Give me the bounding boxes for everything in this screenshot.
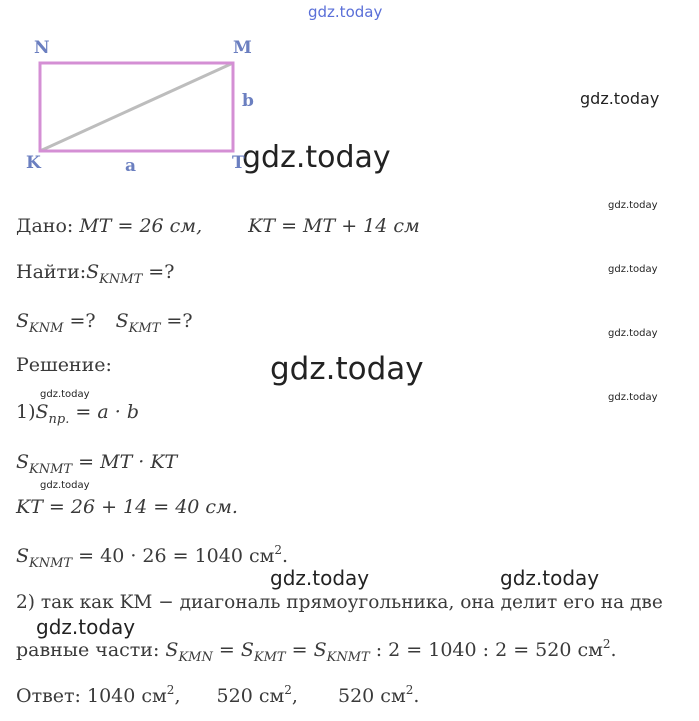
solution-label: Решение: [16, 354, 112, 376]
vertex-n: N [34, 38, 50, 58]
step2b-sub1: KMN [178, 650, 213, 665]
watermark-small-1: gdz.today [608, 200, 658, 211]
step2b-s3: S [313, 639, 327, 661]
answer-v3: 520 см [338, 685, 406, 707]
step1-s: S [35, 401, 49, 423]
step2b-sq: 2 [602, 637, 611, 651]
find2-line [16, 310, 193, 336]
step1-sub: пр. [48, 412, 70, 427]
find2-s1-sub: KNM [29, 321, 64, 336]
step2b-rest: : 2 = 1040 : 2 = 520 см [369, 639, 603, 661]
vertex-k: K [26, 153, 41, 173]
solution-eq3 [16, 543, 288, 571]
solution-eq1 [16, 451, 177, 477]
watermark-tiny-1: gdz.today [40, 389, 90, 400]
watermark-large-1: gdz.today [242, 140, 391, 175]
step2b-end: . [610, 639, 617, 661]
step2b-mid2: = [285, 639, 314, 661]
answer-sq1: 2 [166, 683, 175, 697]
given-cond2: KT = MT + 14 см [248, 215, 420, 237]
watermark-small-3: gdz.today [608, 328, 658, 339]
given-label: Дано: [16, 215, 74, 237]
watermark-right-1: gdz.today [580, 89, 660, 108]
answer-sep2: , [291, 685, 298, 707]
find2-s2: S [115, 310, 129, 332]
answer-end: . [413, 685, 420, 707]
find2-s1: S [16, 310, 30, 332]
step2b-sub2: KMT [253, 650, 286, 665]
find-sub: KNMT [99, 272, 143, 287]
solution-step2b [16, 637, 617, 665]
vertex-t: T [232, 153, 245, 173]
eq1-sub: KNMT [29, 462, 73, 477]
answer-sep1: , [174, 685, 181, 707]
answer-sq3: 2 [405, 683, 414, 697]
given-line [16, 215, 420, 237]
find-line [16, 261, 174, 287]
vertex-m: M [233, 38, 252, 58]
given-cond1: MT = 26 см, [79, 215, 203, 237]
eq1-rest: = MT · KT [72, 451, 178, 473]
watermark-mid-2: gdz.today [500, 566, 600, 590]
answer-sq2: 2 [284, 683, 292, 697]
step2b-prefix: равные части: [16, 639, 166, 661]
find-label: Найти: [16, 261, 87, 283]
answer-line [16, 683, 419, 707]
eq3-rest: = 40 · 26 = 1040 см [72, 545, 275, 567]
step1-rest: = a · b [69, 401, 139, 423]
step2b-s1: S [165, 639, 179, 661]
find-s: S [86, 261, 100, 283]
solution-eq2: KT = 26 + 14 = 40 см. [16, 496, 238, 518]
step2b-sub3: KNMT [326, 650, 370, 665]
eq3-sq: 2 [274, 543, 283, 557]
step2b-s2: S [240, 639, 254, 661]
eq1-s: S [16, 451, 30, 473]
find2-s1-rest: =? [63, 310, 96, 332]
watermark-tiny-2: gdz.today [40, 480, 90, 491]
step2b-mid1: = [212, 639, 241, 661]
watermark-top: gdz.today [308, 3, 383, 21]
side-a-label: a [125, 156, 137, 176]
watermark-small-2: gdz.today [608, 264, 658, 275]
watermark-large-2: gdz.today [270, 351, 424, 387]
watermark-mid-3: gdz.today [36, 615, 136, 639]
eq3-end: . [282, 545, 289, 567]
step1-prefix: 1) [16, 401, 36, 423]
eq3-s: S [16, 545, 30, 567]
watermark-small-4: gdz.today [608, 392, 658, 403]
diagonal-km [40, 63, 233, 151]
solution-step2: 2) так как KM − диагональ прямоугольника, она делит его на две [16, 592, 663, 613]
solution-step1 [16, 401, 139, 427]
watermark-mid-1: gdz.today [270, 566, 370, 590]
find2-s2-sub: KMT [128, 321, 161, 336]
eq3-sub: KNMT [29, 556, 73, 571]
side-b-label: b [242, 91, 254, 111]
answer-v2: 520 см [216, 685, 285, 707]
find-rest: =? [142, 261, 175, 283]
answer-label: Ответ: 1040 см [16, 685, 167, 707]
find2-s2-rest: =? [160, 310, 193, 332]
